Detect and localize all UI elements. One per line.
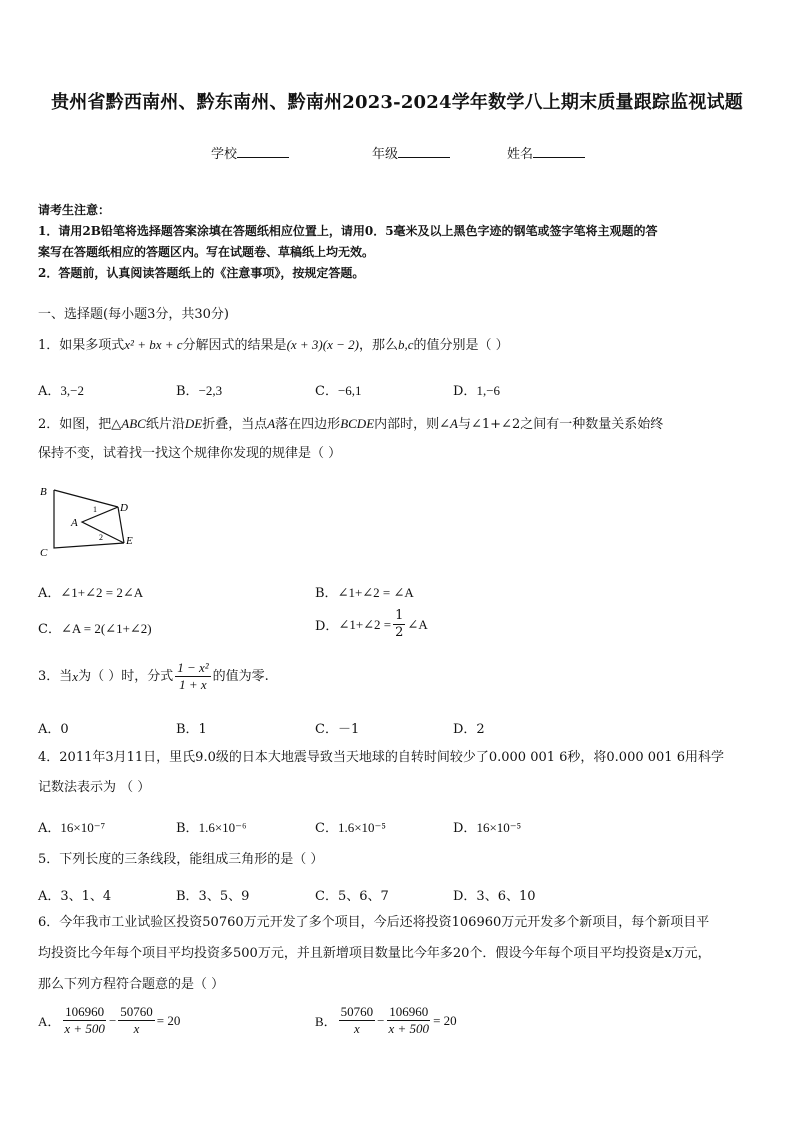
school-blank[interactable]	[237, 145, 289, 158]
option-letter: C．	[38, 622, 61, 637]
q2-figure	[36, 480, 146, 560]
option-letter: D．	[453, 384, 477, 399]
q2-triangle: ABC	[121, 416, 146, 431]
option-letter: C．	[315, 821, 338, 836]
option-letter: A．	[38, 384, 61, 399]
fraction-numerator: 50760	[340, 1004, 374, 1019]
option-value: ∠1+∠2 =	[338, 616, 392, 632]
fraction-denominator: x + 500	[388, 1021, 430, 1036]
q3-text-a: 3．当	[38, 668, 73, 684]
option-value: ∠A = 2(∠1+∠2)	[60, 621, 152, 636]
figure-angle-1: 1	[93, 505, 97, 514]
q2-fold-line: DE	[184, 416, 203, 431]
notice-item-2: 2．答题前，认真阅读答题纸上的《注意事项》，按规定答题。	[38, 266, 365, 280]
q2-option-b[interactable]	[315, 582, 414, 601]
q4-option-c[interactable]	[315, 817, 386, 836]
question-6-line1: 6．今年我市工业试验区投资50760万元开发了多个项目，今后还将投资106960万元开发多个新项目，每个新项目平	[38, 915, 710, 930]
option-letter: B．	[176, 821, 199, 836]
option-value: 1.6×10⁻⁵	[337, 820, 386, 835]
question-3-stem	[38, 660, 269, 693]
q2-point: A	[267, 416, 276, 431]
question-4-line2: 记数法表示为 （ ）	[38, 780, 151, 795]
q2-text-c: 折叠，当点	[202, 417, 268, 432]
page-title: 贵州省黔西南州、黔东南州、黔南州2023-2024学年数学八上期末质量跟踪监视试题	[51, 92, 743, 113]
fraction-numerator: 1	[395, 608, 404, 623]
q1-text-b: 分解因式的结果是	[182, 338, 287, 353]
option-letter: B．	[315, 586, 338, 601]
option-value: 3,−2	[60, 383, 84, 398]
q2-text-e: 内部时，则∠	[374, 417, 451, 432]
fraction	[393, 608, 405, 641]
fraction	[118, 1004, 155, 1037]
q4-option-a[interactable]	[38, 817, 105, 836]
q6-option-b[interactable]: B． $\frac{50760}{x}$ − $\frac{106960}{x + 500}$ = 20	[315, 1004, 457, 1036]
name-blank[interactable]	[533, 145, 585, 158]
option-value-tail: ∠A	[407, 616, 428, 632]
fraction-denominator: 1 + x	[179, 677, 207, 692]
option-letter: B．	[176, 384, 199, 399]
question-4-line1: 4．2011年3月11日，里氏9.0级的日本大地震导致当天地球的自转时间较少了0.000 001 6秒，将0.000 001 6用科学	[38, 750, 724, 765]
fraction-numerator: 106960	[389, 1004, 429, 1019]
option-letter: C．	[315, 384, 338, 399]
question-6-line3: 那么下列方程符合题意的是（ ）	[38, 977, 225, 992]
name-label: 姓名	[507, 147, 534, 162]
question-2-stem	[38, 413, 663, 436]
grade-field[interactable]	[372, 143, 450, 162]
notice-item-1b: 案写在答题纸相应的答题区内。写在试题卷、草稿纸上均无效。	[38, 245, 375, 259]
q2-text-f: 与∠1+∠2之间有一种数量关系始终	[458, 417, 664, 432]
grade-label: 年级	[372, 147, 399, 162]
q3-variable: x	[72, 668, 79, 684]
q2-quadrilateral: BCDE	[340, 416, 375, 431]
fraction-denominator: x + 500	[64, 1021, 105, 1036]
q2-text-b: 纸片沿	[145, 417, 185, 432]
option-letter: A．	[38, 1014, 61, 1029]
q1-option-c[interactable]	[315, 380, 362, 399]
q6-option-a[interactable]: A． $\frac{106960}{x + 500}$ − $\frac{50760}{x}$ = 20	[38, 1004, 181, 1036]
q1-option-a[interactable]	[38, 380, 84, 399]
q1-text-c: ，那么	[358, 338, 398, 353]
name-field[interactable]	[507, 143, 585, 162]
fraction-numerator: 106960	[65, 1004, 105, 1019]
q1-text-a: 1．如果多项式	[38, 338, 125, 353]
option-value: 16×10⁻⁵	[476, 820, 522, 835]
question-5-stem: 5．下列长度的三条线段，能组成三角形的是（ ）	[38, 852, 324, 867]
q3-option-c[interactable]: C．－1	[315, 722, 360, 737]
fraction	[339, 1004, 376, 1037]
figure-label-b: B	[40, 486, 47, 498]
option-letter: B．	[315, 1014, 337, 1029]
q3-option-b[interactable]: B．1	[176, 722, 207, 737]
q2-text-a: 2．如图，把△	[38, 417, 122, 432]
fraction-denominator: 2	[395, 625, 404, 640]
q1-expression-factored: (x + 3)(x − 2)	[286, 337, 359, 352]
fraction-numerator: 1 − x²	[177, 660, 209, 675]
fraction	[62, 1004, 107, 1037]
q5-option-b[interactable]: B．3、5、9	[176, 889, 250, 904]
option-letter: D．	[315, 619, 339, 634]
fraction-denominator: x	[354, 1021, 360, 1036]
q1-option-b[interactable]	[176, 380, 222, 399]
q3-option-d[interactable]: D．2	[453, 722, 485, 737]
q2-angle-point: A	[450, 416, 458, 431]
fraction-numerator: 50760	[120, 1004, 153, 1019]
figure-side-bd	[54, 490, 118, 507]
figure-label-c: C	[40, 547, 48, 559]
option-letter: D．	[453, 821, 477, 836]
q1-expression-polynomial: x² + bx + c	[124, 337, 183, 352]
q3-text-b: 为（ ）时，分式	[78, 668, 174, 684]
notice-heading: 请考生注意：	[38, 203, 111, 217]
section-heading: 一、选择题(每小题3分，共30分)	[38, 307, 229, 322]
fraction	[387, 1004, 432, 1037]
q2-option-a[interactable]	[38, 582, 143, 601]
option-value: 1.6×10⁻⁶	[198, 820, 247, 835]
option-letter: A．	[38, 586, 61, 601]
school-label: 学校	[211, 147, 238, 162]
q3-fraction	[175, 660, 210, 693]
equation-rhs: = 20	[433, 1012, 457, 1028]
q1-option-d[interactable]	[453, 380, 500, 399]
q3-text-c: 的值为零.	[212, 668, 269, 684]
school-field[interactable]	[211, 143, 289, 162]
option-value: −6,1	[337, 383, 362, 398]
figure-label-e: E	[126, 535, 133, 547]
option-value: ∠1+∠2 = 2∠A	[60, 585, 144, 600]
question-1-stem	[38, 334, 509, 357]
q2-option-d[interactable]	[315, 608, 428, 641]
q5-option-c[interactable]: C．5、6、7	[315, 889, 389, 904]
option-letter: A．	[38, 821, 61, 836]
question-6-line2: 均投资比今年每个项目平均投资多500万元，并且新增项目数量比今年多20个．假设今年每个项目平均投资是x万元，	[38, 946, 711, 961]
figure-label-d: D	[120, 502, 128, 514]
figure-folded-flap	[82, 507, 124, 543]
q1-vars: b,c	[397, 337, 414, 352]
q2-text-d: 落在四边形	[275, 417, 341, 432]
notice-item-1a: 1．请用2B铅笔将选择题答案涂填在答题纸相应位置上，请用0．5毫米及以上黑色字迹的钢笔或签字笔将主观题的答	[38, 224, 658, 238]
q1-text-d: 的值分别是（ ）	[413, 338, 509, 353]
q2-option-c[interactable]	[38, 618, 152, 637]
option-value: −2,3	[198, 383, 223, 398]
q5-option-a[interactable]: A．3、1、4	[38, 889, 112, 904]
q5-option-d[interactable]: D．3、6、10	[453, 889, 536, 904]
option-value: ∠1+∠2 = ∠A	[337, 585, 414, 600]
option-value: 1,−6	[476, 383, 501, 398]
option-value: 16×10⁻⁷	[60, 820, 106, 835]
q4-option-d[interactable]	[453, 817, 521, 836]
q4-option-b[interactable]	[176, 817, 247, 836]
question-2-line2: 保持不变，试着找一找这个规律你发现的规律是（ ）	[38, 446, 342, 461]
figure-label-a: A	[71, 517, 78, 529]
fraction-denominator: x	[133, 1021, 140, 1036]
equation-rhs: = 20	[156, 1012, 181, 1028]
q3-option-a[interactable]: A．0	[38, 722, 69, 737]
figure-angle-2: 2	[99, 533, 103, 542]
grade-blank[interactable]	[398, 145, 450, 158]
